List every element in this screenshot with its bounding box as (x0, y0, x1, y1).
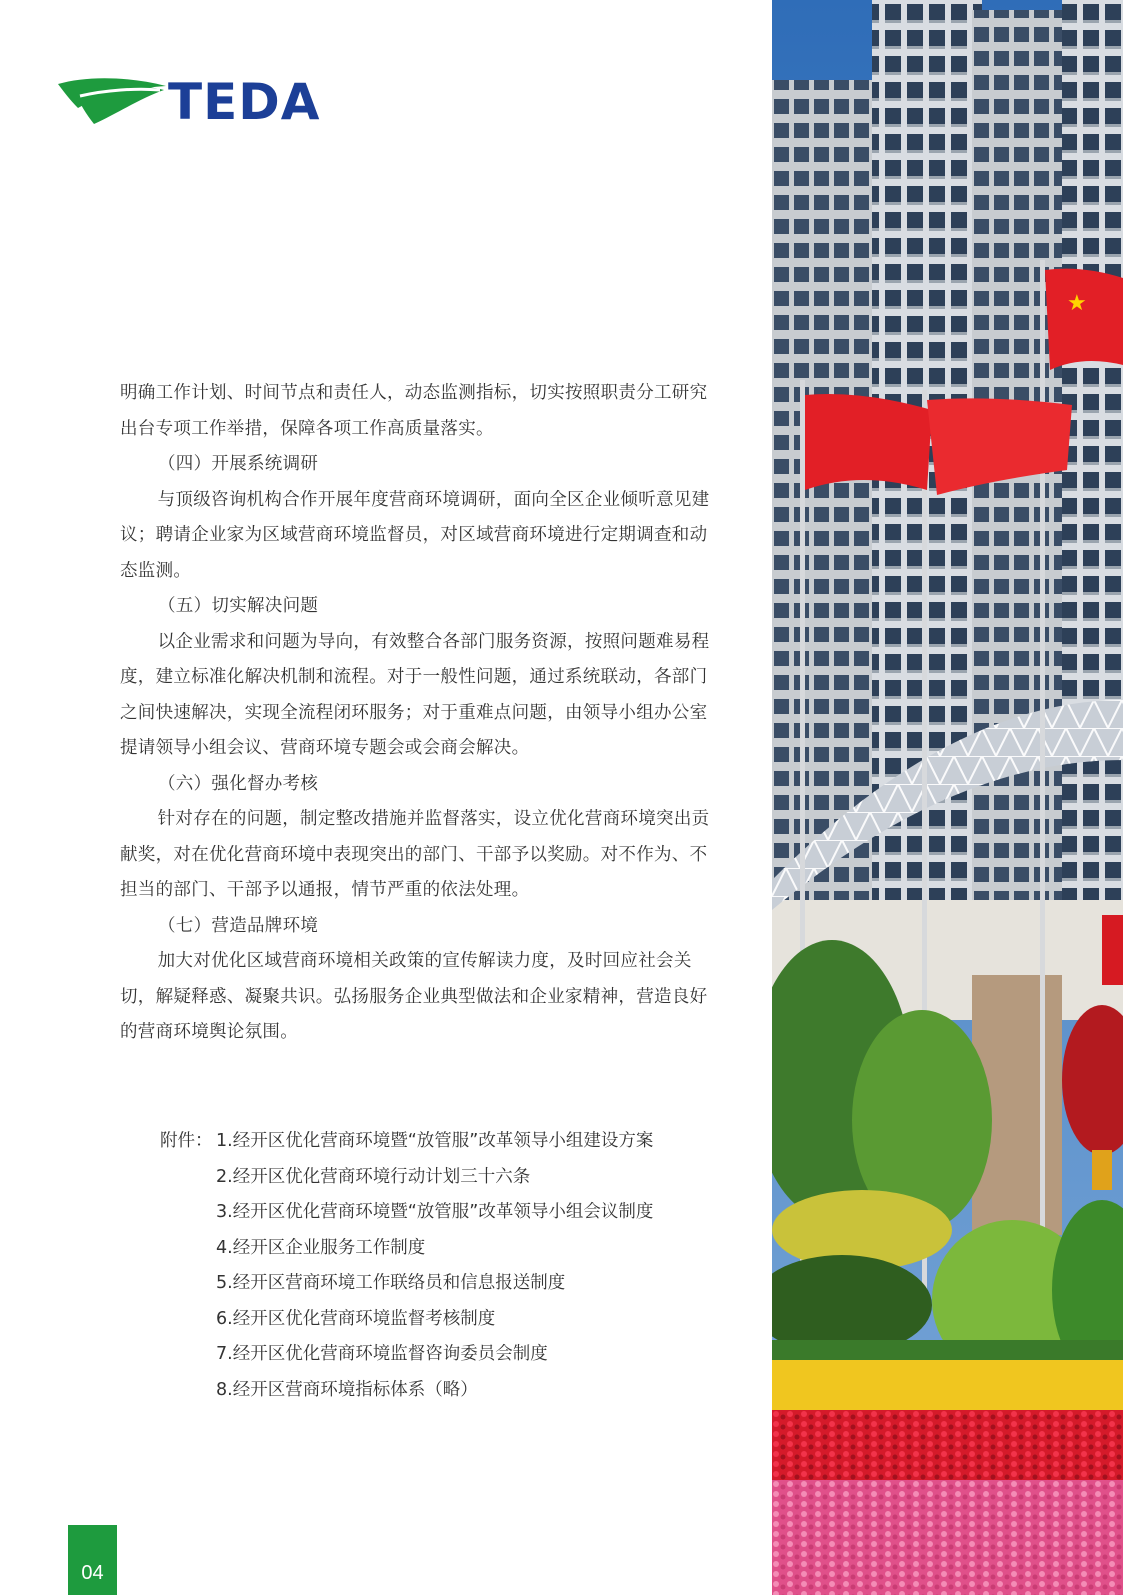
attachment-item: 8.经开区营商环境指标体系（略） (216, 1379, 478, 1400)
attachments-indent (160, 1231, 216, 1267)
attachment-row (160, 1266, 720, 1302)
attachments-indent (160, 1337, 216, 1373)
svg-text:★: ★ (1067, 291, 1087, 316)
section-heading: （七）营造品牌环境 (158, 915, 319, 936)
attachment-row (160, 1231, 720, 1267)
city-photo-image (772, 0, 1123, 1595)
attachment-row (160, 1195, 720, 1231)
teda-logo (56, 74, 366, 130)
attachments-indent (160, 1266, 216, 1302)
body-text (120, 376, 710, 1051)
attachments-list (160, 1124, 720, 1408)
city-photo (772, 0, 1123, 1595)
attachment-item: 5.经开区营商环境工作联络员和信息报送制度 (216, 1273, 566, 1293)
attachment-row (160, 1160, 720, 1196)
attachment-item: 1.经开区优化营商环境暨“放管服”改革领导小组建设方案 (216, 1131, 654, 1151)
section-heading: （六）强化督办考核 (158, 773, 319, 794)
body-paragraph: 与顶级咨询机构合作开展年度营商环境调研，面向全区企业倾听意见建议；聘请企业家为区域营商环境监督员，对区域营商环境进行定期调查和动态监测。 (120, 489, 710, 581)
body-paragraph: 明确工作计划、时间节点和责任人，动态监测指标，切实按照职责分工研究出台专项工作举措，保障各项工作高质量落实。 (120, 383, 708, 439)
page-number-box (68, 1525, 117, 1595)
attachments-indent (160, 1302, 216, 1338)
attachment-row (160, 1337, 720, 1373)
attachments-indent (160, 1160, 216, 1196)
body-paragraph: 加大对优化区域营商环境相关政策的宣传解读力度，及时回应社会关切，解疑释惑、凝聚共识。弘扬服务企业典型做法和企业家精神，营造良好的营商环境舆论氛围。 (120, 951, 708, 1042)
attachment-row (160, 1302, 720, 1338)
attachments-indent (160, 1373, 216, 1409)
attachment-item: 7.经开区优化营商环境监督咨询委员会制度 (216, 1344, 548, 1364)
attachment-item: 2.经开区优化营商环境行动计划三十六条 (216, 1166, 531, 1187)
attachments-label: 附件： (160, 1131, 213, 1151)
body-paragraph: 针对存在的问题，制定整改措施并监督落实，设立优化营商环境突出贡献奖，对在优化营商环境中表现突出的部门、干部予以奖励。对不作为、不担当的部门、干部予以通报，情节严重的依法处理。 (120, 809, 710, 900)
leaf-logo-icon (56, 74, 168, 130)
attachment-item: 3.经开区优化营商环境暨“放管服”改革领导小组会议制度 (216, 1202, 654, 1222)
brand-name: TEDA (168, 73, 321, 131)
attachment-item: 6.经开区优化营商环境监督考核制度 (216, 1308, 496, 1329)
attachment-item: 4.经开区企业服务工作制度 (216, 1237, 426, 1258)
section-heading: （四）开展系统调研 (158, 454, 319, 474)
attachments-indent (160, 1195, 216, 1231)
body-paragraph: 以企业需求和问题为导向，有效整合各部门服务资源，按照问题难易程度，建立标准化解决机制和流程。对于一般性问题，通过系统联动，各部门之间快速解决，实现全流程闭环服务；对于重难点问题，由领导小组办公室提请领导小组会议、营商环境专题会或会商会解决。 (120, 631, 710, 758)
section-heading: （五）切实解决问题 (158, 596, 319, 616)
attachment-row (160, 1373, 720, 1409)
page-number: 04 (81, 1562, 104, 1584)
attachment-row (160, 1124, 720, 1160)
